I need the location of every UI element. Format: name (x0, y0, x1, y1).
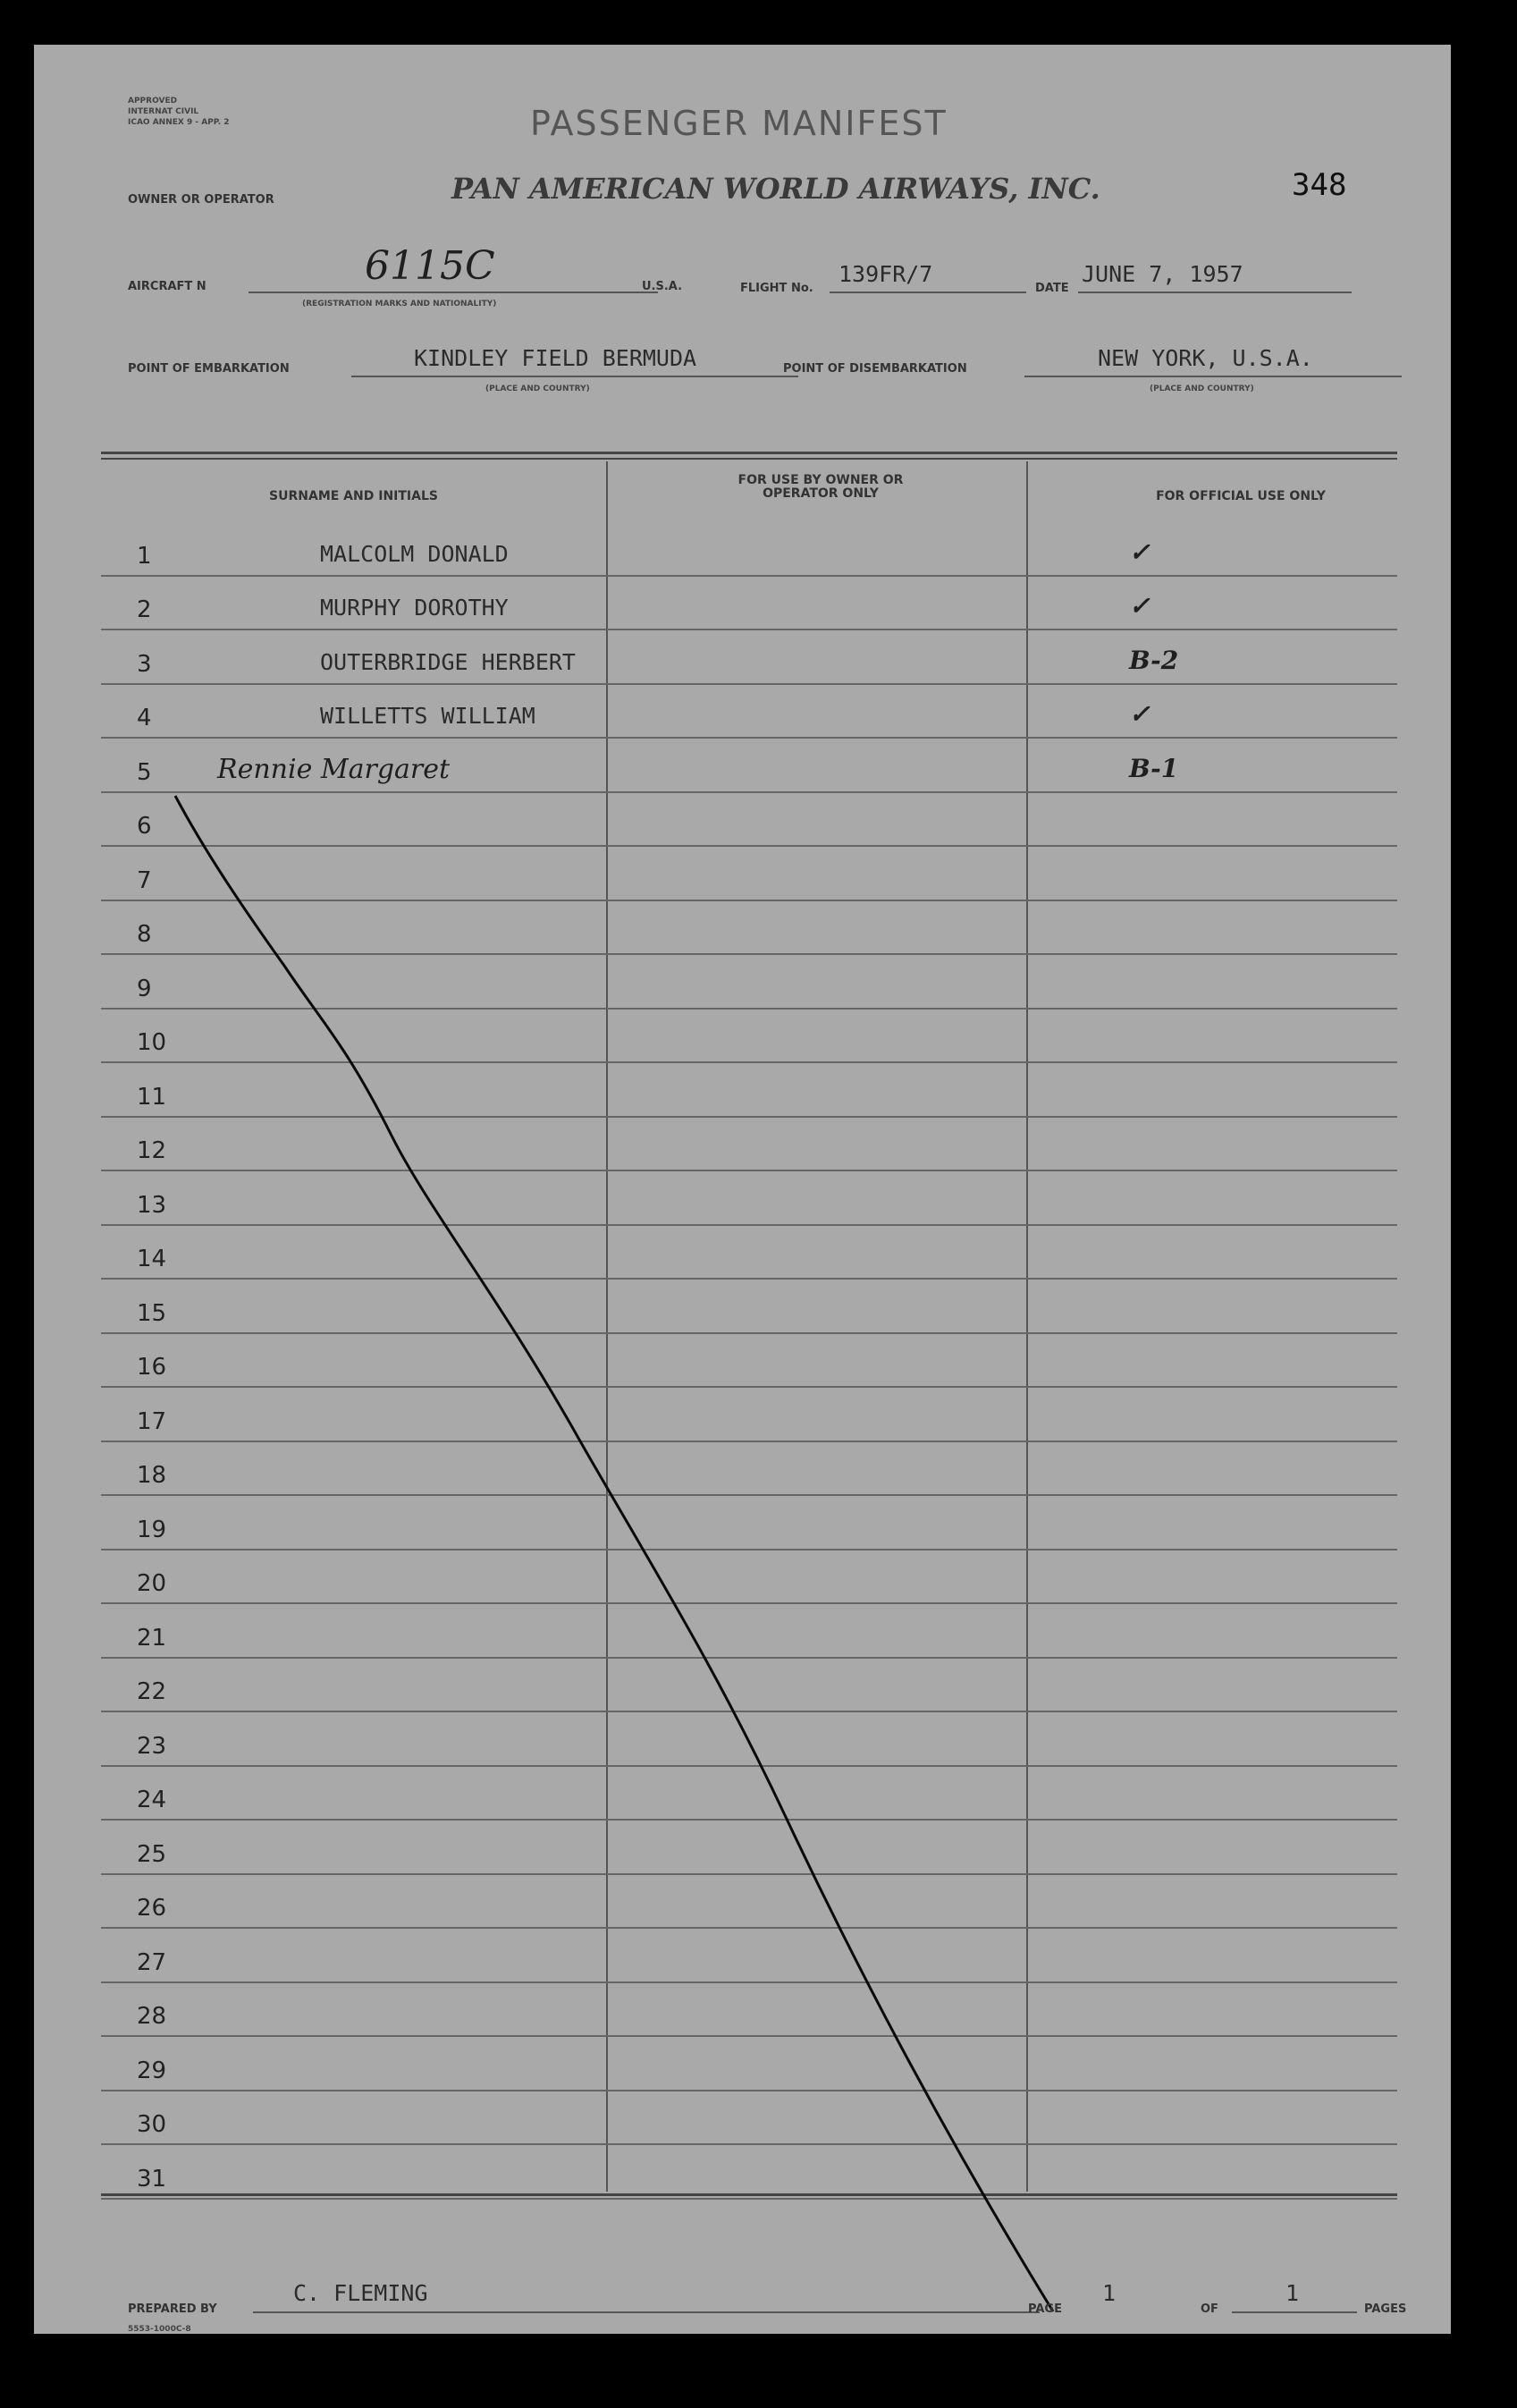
official-mark: B-2 (1129, 645, 1179, 675)
col-header-operator-use: FOR USE BY OWNER OR OPERATOR ONLY (737, 473, 904, 501)
owner-label: OWNER OR OPERATOR (128, 193, 274, 207)
embarkation-value: KINDLEY FIELD BERMUDA (414, 345, 697, 371)
page-label: PAGE (1028, 2302, 1062, 2316)
official-mark: ✓ (1129, 537, 1150, 567)
row-number: 23 (137, 1732, 167, 1760)
pages-label: PAGES (1364, 2302, 1407, 2316)
row-number: 29 (137, 2057, 167, 2084)
form-code: 5553-1000C-8 (128, 2325, 191, 2334)
passenger-name: WILLETTS WILLIAM (320, 703, 535, 729)
approval-line-3: ICAO ANNEX 9 - APP. 2 (128, 118, 230, 127)
date-label: DATE (1035, 282, 1069, 295)
row-number: 28 (137, 2003, 167, 2030)
approval-line-1: APPROVED (128, 97, 178, 106)
row-number: 22 (137, 1678, 167, 1705)
owner-value: PAN AMERICAN WORLD AIRWAYS, INC. (451, 172, 1100, 206)
row-number: 1 (137, 542, 152, 570)
official-mark: ✓ (1129, 699, 1150, 729)
official-mark: ✓ (1129, 591, 1150, 621)
disembarkation-label: POINT OF DISEMBARKATION (783, 362, 967, 376)
row-number: 17 (137, 1407, 167, 1435)
row-number: 12 (137, 1137, 167, 1164)
row-number: 18 (137, 1462, 167, 1489)
prepared-by-label: PREPARED BY (128, 2302, 217, 2316)
page-reference-number: 348 (1292, 167, 1347, 203)
disembarkation-value: NEW YORK, U.S.A. (1098, 345, 1313, 371)
row-number: 31 (137, 2165, 167, 2193)
row-number: 3 (137, 650, 152, 678)
passenger-name: Rennie Margaret (217, 753, 451, 785)
row-number: 19 (137, 1516, 167, 1543)
aircraft-label: AIRCRAFT N (128, 280, 206, 293)
embarkation-label: POINT OF EMBARKATION (128, 362, 290, 376)
page-value: 1 (1102, 2280, 1117, 2306)
passenger-name: OUTERBRIDGE HERBERT (320, 648, 576, 675)
row-number: 10 (137, 1029, 167, 1056)
approval-line-2: INTERNAT CIVIL (128, 107, 199, 116)
row-number: 5 (137, 758, 152, 786)
row-number: 25 (137, 1840, 167, 1868)
row-number: 8 (137, 921, 152, 948)
manifest-sheet (34, 45, 1451, 2334)
passenger-name: MURPHY DOROTHY (320, 595, 509, 621)
row-number: 21 (137, 1624, 167, 1652)
prepared-by-value: C. FLEMING (293, 2280, 428, 2306)
nationality-label: U.S.A. (642, 280, 683, 293)
flight-value: 139FR/7 (839, 261, 933, 287)
cancellation-line (34, 45, 1451, 2334)
row-number: 9 (137, 975, 152, 1002)
col-header-official-use: FOR OFFICIAL USE ONLY (1156, 489, 1326, 503)
of-value: 1 (1285, 2280, 1300, 2306)
flight-label: FLIGHT No. (740, 282, 813, 295)
col-header-surname: SURNAME AND INITIALS (269, 489, 438, 503)
prepared-underline (253, 2311, 1040, 2313)
row-number: 16 (137, 1354, 167, 1381)
passenger-name: MALCOLM DONALD (320, 540, 509, 567)
of-label: OF (1201, 2302, 1218, 2316)
row-number: 30 (137, 2111, 167, 2138)
row-number: 26 (137, 1895, 167, 1922)
row-number: 2 (137, 596, 152, 623)
aircraft-sublabel: (REGISTRATION MARKS AND NATIONALITY) (302, 300, 497, 308)
row-number: 27 (137, 1948, 167, 1976)
row-number: 6 (137, 813, 152, 840)
date-value: JUNE 7, 1957 (1082, 261, 1243, 287)
row-number: 7 (137, 866, 152, 894)
aircraft-value: 6115C (365, 243, 495, 289)
official-mark: B-1 (1129, 753, 1179, 783)
row-number: 20 (137, 1570, 167, 1597)
embarkation-sublabel: (PLACE AND COUNTRY) (485, 384, 590, 393)
row-number: 14 (137, 1246, 167, 1272)
of-underline (1232, 2311, 1357, 2313)
row-number: 13 (137, 1191, 167, 1219)
row-number: 15 (137, 1299, 167, 1327)
form-title: PASSENGER MANIFEST (530, 104, 948, 143)
row-number: 11 (137, 1083, 167, 1111)
disembarkation-sublabel: (PLACE AND COUNTRY) (1150, 384, 1254, 393)
row-number: 24 (137, 1787, 167, 1813)
row-number: 4 (137, 705, 152, 731)
